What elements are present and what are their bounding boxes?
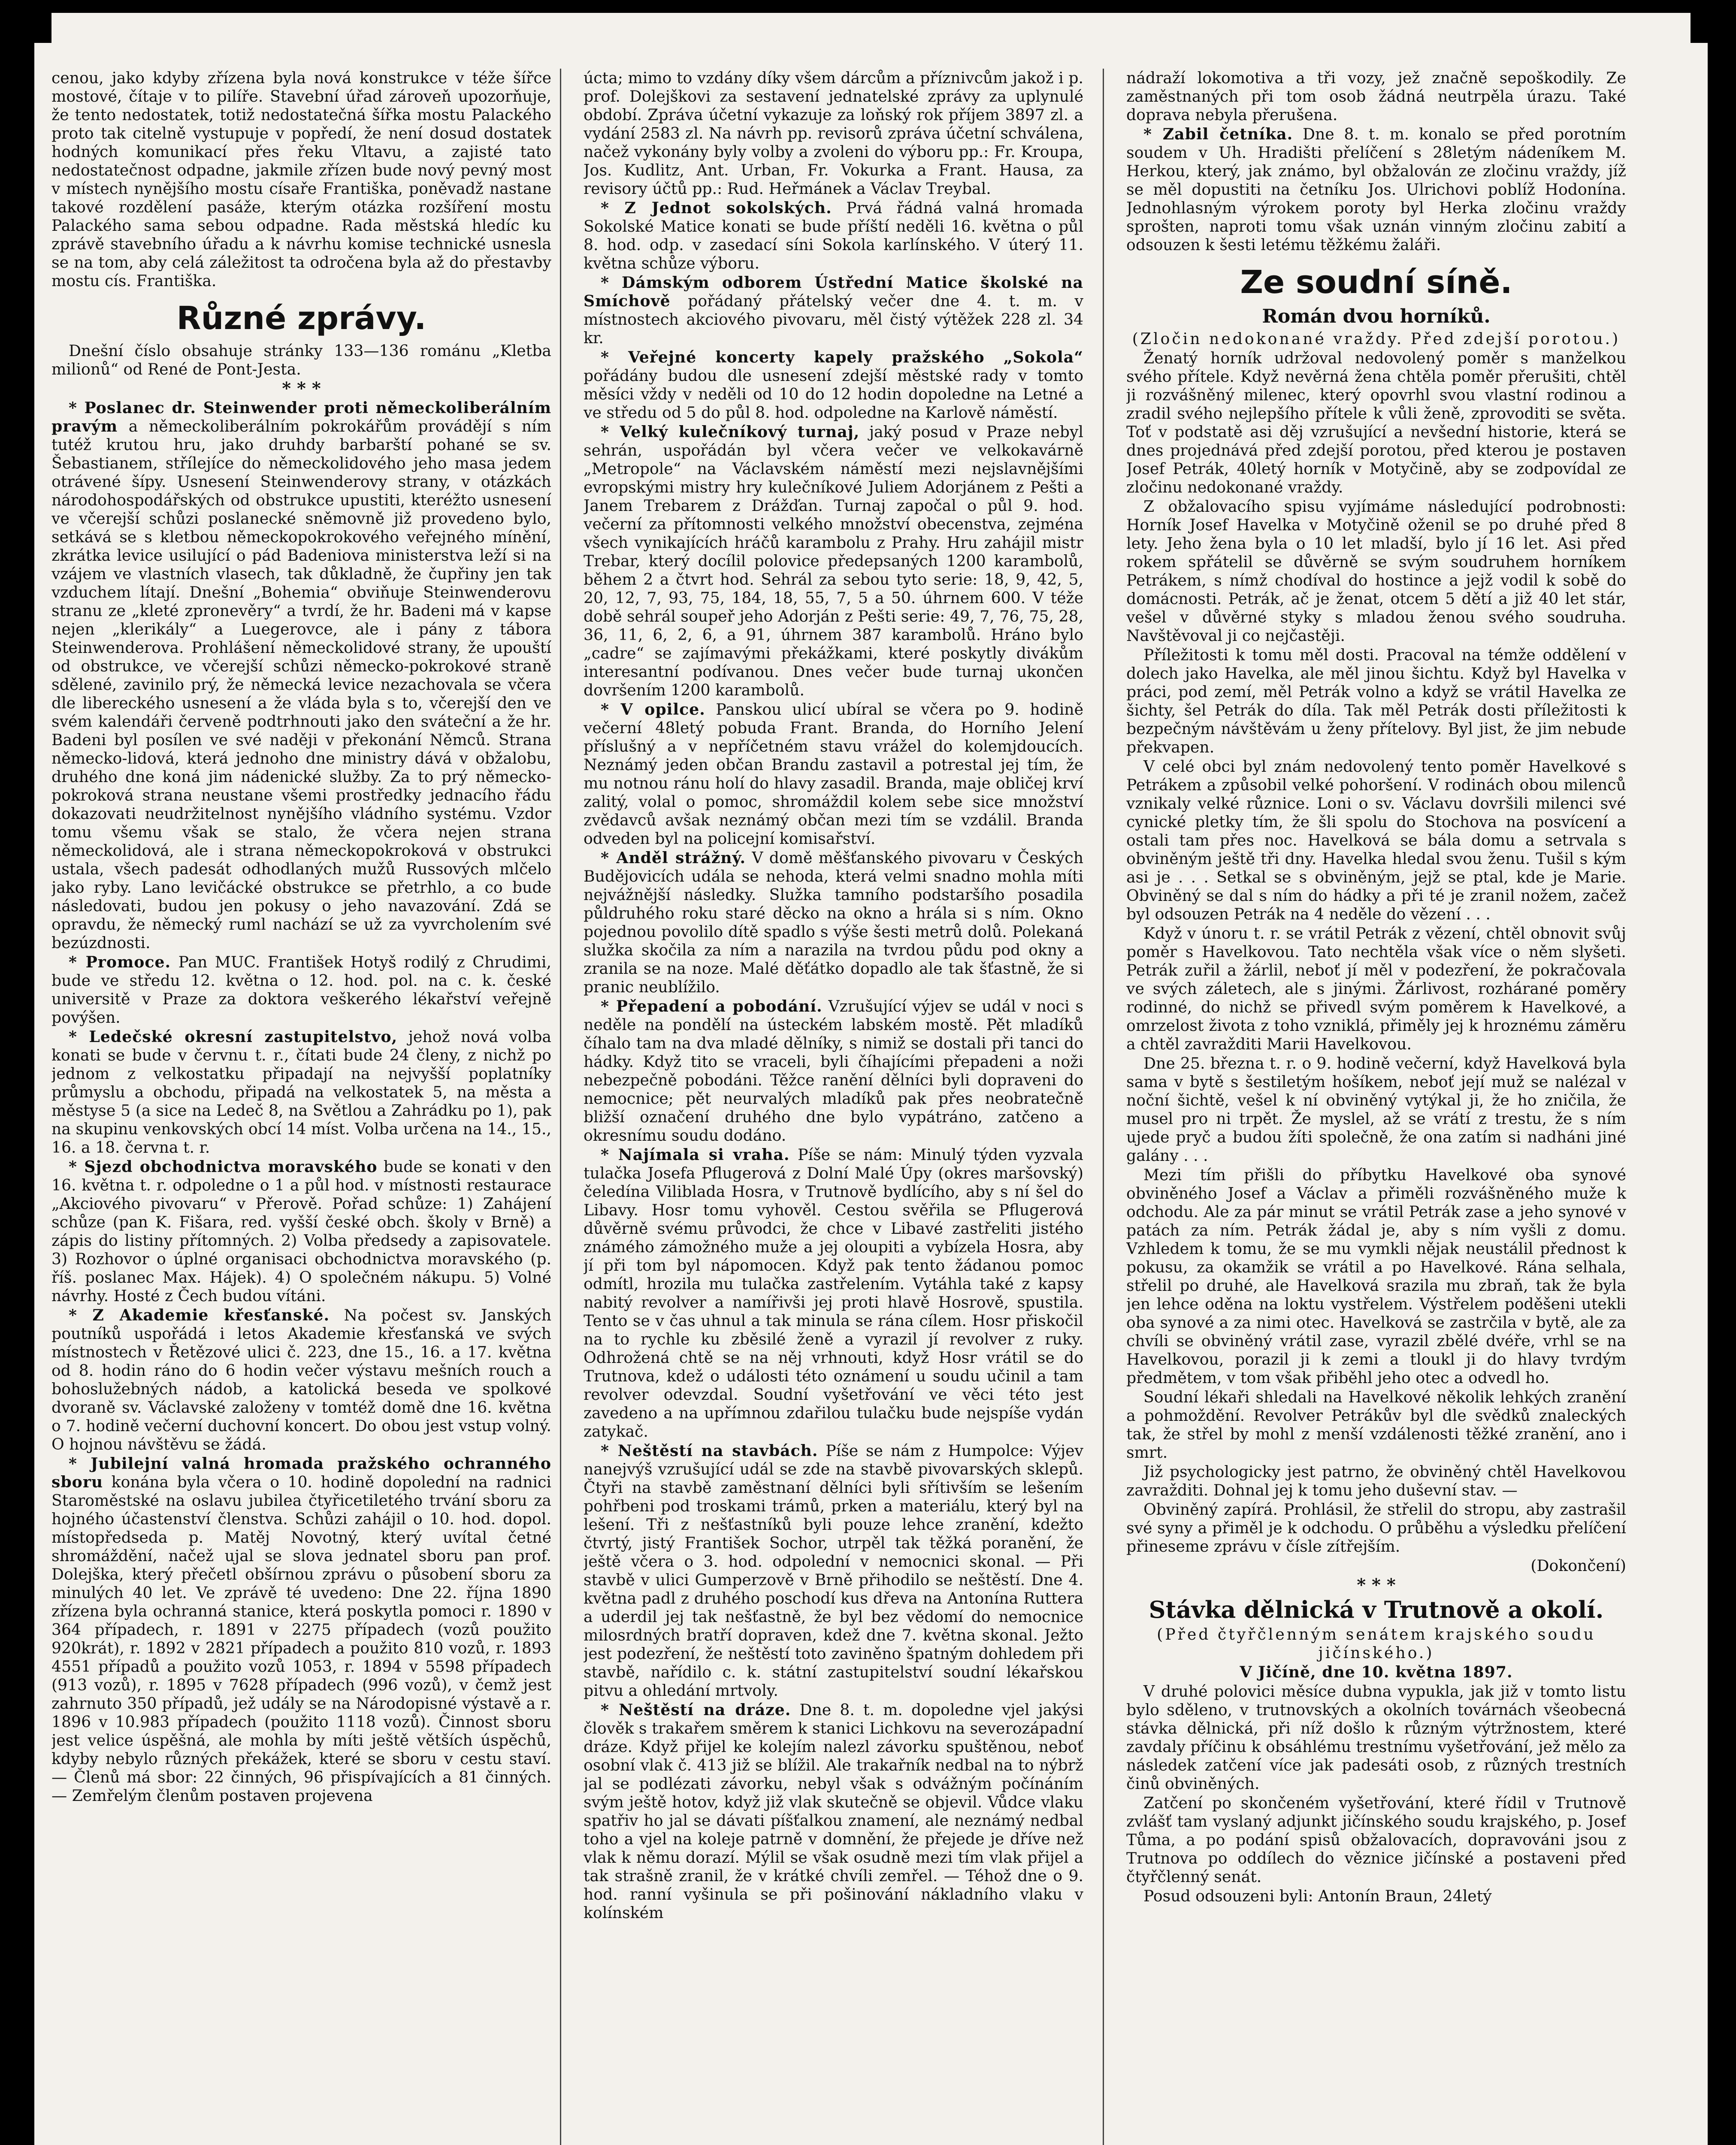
paragraph: Posud odsouzeni byli: Antonín Braun, 24letý [1143,1887,1492,1905]
article-continuation: úcta; mimo to vzdány díky všem dárcům a příznivcům jakož i p. prof. Dolejškovi za sestavení jednatelské zprávy za uplynulé období. Zpráva účetní vykazuje za loňský rok příjem 3897 zl. a vydání 2583 zl. Na návrh pp. revisorů zpráva účetní schválena, načež vykonány byly volby a zvoleni do výboru pp.: Fr. Kroupa, Jos. Kudlitz, Ant. Urban, Fr. Vokurka a Frant. Hausa, za revisory účtů pp.: Rud. Heřmánek a Václav Treybal. [584,69,1083,198]
paragraph: Soudní lékaři shledali na Havelkové několik lehkých zranění a pohmoždění. Revolver Petrákův byl dle svědků znaleckých tak, že střel by mohl z menší vzdálenosti těžké zranění, ano i smrt. [1126,1388,1626,1462]
news-item [584,273,1083,347]
strike-article-body [1126,1682,1626,1905]
news-item [51,953,551,1027]
news-text: jehož nová volba konati se bude v červnu t. r., čítati bude 24 členy, z nichž po jednom z velkostatku připadají na nejvyšší poplatníky průmyslu a obchodu, připadá na velkostatek 5, na města a městyse 5 (a sice na Ledeč 8, na Světlou a Zahrádku po 1), pak na skupinu venkovských obcí 14 míst. Volba určena na 14., 15., 16. a 18. června t. r. [51,1027,551,1157]
news-text: pořádaný přátelský večer dne 4. t. m. v místnostech akciového pivovaru, měl čistý výtěžek 228 zl. 34 kr. [584,292,1083,347]
corner-mark-right [1691,13,1708,43]
news-heading: * Poslanec dr. Steinwender proti německoliberálním pravým [51,399,551,435]
article-continuation: nádraží lokomotiva a tři vozy, jež značně sepoškodily. Ze zaměstnaných při tom osob žádná neutrpěla úrazu. Také doprava nebyla přerušena. [1126,69,1626,124]
news-heading: * Dámským odborem Ústřední Matice školské na Smíchově [584,273,1083,310]
news-heading: * Anděl strážný. [601,849,746,867]
court-article-note: (Zločin nedokonané vraždy. Před zdejší porotou.) [1132,329,1621,348]
column-left [51,69,551,2145]
court-article-title: Román dvou horníků. [1262,305,1491,327]
news-heading: * Velký kulečníkový turnaj, [601,423,860,441]
corner-mark-left [34,13,51,43]
news-text: Panskou ulicí ubíral se včera po 9. hodině večerní 48letý pobuda Frant. Branda, do Horního Jelení příslušný a v nepříčetném stavu vrážel do kolemjdoucích. Neznámý jeden občan Brandu zastavil a potrestal jej tím, že mu notnou ránu holí do hlavy zasadil. Branda, maje obličej krví zalitý, volal o pomoc, shromáždil kolem sebe sice množství zvědavců avšak neznámý občan mezi tím se vzdálil. Branda odveden byl na policejní komisařství. [584,700,1083,848]
news-text: Píše se nám z Humpolce: Výjev nanejvýš vzrušující udál se zde na stavbě pivovarských sklepů. Čtyři na stavbě zaměstnaní dělníci byli sřítivším se lešením pohřbeni pod troskami trámů, prken a materiálu, který byl na lešení. Tři z nešťastníků byli pouze lehce zranění, kdežto čtvrtý, jistý František Sochor, utrpěl tak těžká poranění, že ještě včera o 3. hod. odpolední v nemocnici skonal. — Při stavbě v ulici Gumperzově v Brně přihodilo se neštěstí. Dne 4. května padl z druhého poschodí kus dřeva na Antonína Ruttera a uderdil jej tak nešťastně, že byl bez vědomí do nemocnice milosrdných bratří dopraven, kdež dne 7. května skonal. Ježto jest podezření, že neštěstí toto zaviněno špatným dohledem při stavbě, nařídilo c. k. státní zastupitelství soudní lékařskou pitvu a ohledání mrtvoly. [584,1441,1083,1700]
news-item [584,700,1083,848]
news-text: a německoliberálním pokrokářům provádějí s ním tutéž krutou hru, jako druhdy barbarští pohané se sv. Šebastianem, střílejíce do německolidového jeho masa jedem otrávené šípy. Usnesení Steinwenderovy strany, v otázkách národohospodářských od obstrukce upustiti, kteréžto usnesení ve včerejší schůzi poslanecké sněmovně již provedeno bylo, setkává se s kletbou německopokrokového veřejného mínění, zkrátka levice usilující o pád Badeniova ministerstva leží si na vzájem ve vlastních vlasech, tak důkladně, že čupřiny jen tak vzduchem lítají. Dnešní „Bohemia“ obviňuje Steinwenderovu stranu ze „kleté zpronevěry“ a tvrdí, že hr. Badeni má v kapse nejen „klerikály“ a Luegerovce, ale i pány z tábora Steinwenderova. Prohlášení německolidové strany, že upouští od obstrukce, ve včerejší schůzi německo-pokrokové straně sdělené, zavinilo prý, že německá levice nezachovala se včera dle libereckého usnesení a že vláda byla s to, včerejší den ve svém kalendáři červeně podtrhnouti jako den sváteční a že hr. Badeni byl posílen ve své naději v překonání Němců. Strana německo-lidová, která jednoho dne ministry dává v obžalobu, druhého dne koná jim nádenické služby. Za to prý německo-pokroková strana neustane všemi prostředky jednacího řádu dokazovati neudržitelnost nynějšího vládního systému. Vzdor tomu všemu však se stalo, že včera nejen strana německolidová, ale i strana německopokroková v obstrukci ustala, všech padesát odhodlaných mužů Russových mlčelo jako ryby. Lano levičácké obstrukce se přetrhlo, a co bude následovati, budou jen pokusy o jeho navazování. Zdá se opravdu, že německý ruml nachází se už za vyvrcholením své bezúzdnosti. [51,417,551,952]
news-heading: * Najímala si vraha. [601,1145,790,1164]
news-heading: * Promoce. [69,953,171,971]
separator-stars: * * * [282,378,321,399]
paragraph: Dne 25. března t. r. o 9. hodině večerní, když Havelková byla sama v bytě s šestiletým hošíkem, neboť její muž se nalézal v noční šichtě, vešel k ní obviněný vytýkal ji, že ho zničila, že musel pro ni trpět. Že myslel, až se vrátí z trestu, že s ním ujede pryč a budou žíti společně, že ona zatím si nadháni jiné galány . . . [1126,1054,1626,1165]
news-heading: * Z Akademie křesťanské. [69,1306,330,1324]
news-item [51,1454,551,1805]
news-heading: * Zabil četníka. [1143,125,1293,143]
news-heading: * Neštěstí na stavbách. [601,1441,818,1460]
news-item [51,1027,551,1157]
news-item [51,1157,551,1305]
section-title: Různé zprávy. [176,300,426,337]
news-item [584,1701,1083,1922]
news-item [584,423,1083,699]
news-text: Na počest sv. Janských poutníků uspořádá i letos Akademie křesťanská ve svých místnostech v Řetězové ulici č. 223, dne 15., 16. a 17. května od 8. hodin ráno do 6 hodin večer výstavu mešních rouch a bohoslužebných nádob, a katolická beseda ve spolkové dvoraně sv. Václavské založeny v tomtéž domě dne 16. května o 7. hodině večerní duchovní koncert. Do obou jest vstup volný. O hojnou návštěvu se žádá. [51,1306,551,1453]
paragraph: Z obžalovacího spisu vyjímáme následující podrobnosti: Horník Josef Havelka v Motyčině oženil se po druhé před 8 lety. Jeho žena byla o 10 let mladší, bylo jí 16 let. Asi před rokem spřátelil se důvěrně se svým soudruhem horníkem Petrákem, s nímž chodíval do hostince a jejž vodil k sobě do domácnosti. Petrák, ač je ženat, otcem 5 dětí a již 40 let stár, vešel v důvěrné styky s mladou ženou svého soudruha. Navštěvoval ji co nejčastěji. [1126,497,1626,645]
strike-dateline: V Jičíně, dne 10. května 1897. [1240,1663,1513,1681]
news-text: V domě měšťanského pivovaru v Českých Budějovicích udála se nehoda, která velmi snadno mohla míti nejvážnější následky. Služka tamního podstaršího posadila půldruhého roku staré děcko na okno a hrála si s ním. Okno pojednou povolilo dítě spadlo s výše šesti metrů dolů. Polekaná služka skočila za ním a narazila na tvrdou půdu pod okny a zranila se na noze. Malé děťátko dopadlo ale tak šťastně, že si pranic neublížilo. [584,849,1083,996]
article-continuation: cenou, jako kdyby zřízena byla nová konstrukce v téže šířce mostové, čítaje v to pilíře. Stavební úřad zároveň upozorňuje, že tento nedostatek, totiž nedostatečná šířka mostu Palackého proto tak citelně vystupuje v popředí, že není dosud dostatek hodných komunikací přes řeku Vltavu, a zajisté tato nedostatečnost odpadne, jakmile zřízen bude nový pevný most v místech nynějšího mostu císaře Františka, poněvadž nastane takové rozdělení pasáže, kterým otázka rozšíření mostu Palackého sama sebou odpadne. Rada městská hledíc ku zprávě stavebního úřadu a k návrhu komise technické usnesla se na tom, aby celá záležitost ta odročena byla až do přestavby mostu cís. Františka. [51,69,551,290]
news-heading: * Ledečské okresní zastupitelstvo, [69,1027,398,1046]
news-heading: * V opilce. [601,700,705,719]
paragraph: Obviněný zapírá. Prohlásil, že střelil do stropu, aby zastrašil své syny a přiměl je k odchodu. O průběhu a výsledku přelíčení přineseme zprávu v čísle zítřejším. [1126,1500,1626,1556]
news-item [584,849,1083,996]
news-heading: * Veřejné koncerty kapely pražského „Sokola“ [601,348,1083,366]
paragraph: V druhé polovici měsíce dubna vypukla, jak již v tomto listu bylo sděleno, v trutnovských a okolních továrnách všeobecná stávka dělnická, při níž došlo k různým výtržnostem, které zavdaly příčinu k obsáhlému trestnímu vyšetřování, jež mělo za následek zatčení více jak padesáti osob, z různých trestních činů obviněných. [1126,1682,1626,1793]
news-item [584,997,1083,1145]
paragraph: Ženatý horník udržoval nedovolený poměr s manželkou svého přítele. Když nevěrná žena chtěla poměr přerušiti, chtěl ji rozvášněný milenec, který opovrhl svou vlastní rodinou a zradil svého nejlepšího přítele k vůli ženě, zprovoditi se světa. Toť v podstatě asi děj vzrušující a nevšední historie, která se dnes projednává před zdejší porotou, před kterou je postaven Josef Petrák, 40letý horník v Motyčině, aby se zodpovídal ze zločinu nedokonané vraždy. [1126,349,1626,496]
court-article-body [1126,349,1626,1556]
strike-article-note: (Před čtyřčlenným senátem krajského soudu jičínského.) [1157,1625,1596,1662]
news-item [584,1145,1083,1441]
news-text: Prvá řádná valná hromada Sokolské Matice konati se bude příští neděli 16. května o půl 8. hod. odp. v zasedací síni Sokola karlínského. V úterý 11. května schůze výboru. [584,199,1083,272]
column-middle [584,69,1083,2145]
news-item [584,348,1083,422]
news-item [584,1441,1083,1700]
news-text: Dne 8. t. m. dopoledne vjel jakýsi člověk s trakařem směrem k stanici Lichkovu na severozápadní dráze. Když přijel ke kolejím nalezl závorku spuštěnou, neboť osobní vlak č. 413 již se blížil. Ale trakařník nedbal na to nýbrž jal se podlézati závorku, nebyl však s odvážným počínáním svým ještě hotov, když již vlak skutečně se objevil. Vůdce vlaku spatřiv ho jal se dávati píšťalkou znamení, ale neznámý nedbal toho a vjel na koleje patrně v domnění, že přejede je dříve než vlak k němu dorazí. Mýlil se však osudně mezi tím vlak přijel a tak strašně zranil, že v krátké chvíli zemřel. — Téhož dne o 9. hod. ranní vyšinula se při pošinování nákladního vlaku v kolínském [584,1701,1083,1922]
court-article-end: (Dokončení) [1530,1556,1626,1575]
news-heading: * Neštěstí na dráze. [601,1701,791,1719]
news-item [51,399,551,952]
news-text: jaký posud v Praze nebyl sehrán, uspořádán byl včera večer ve velkokavárně „Metropole“ na Václavském náměstí mezi nejslavnějšími evropskými mistry hry kulečníkové Juliem Adorjánem z Pešti a Janem Trebarem z Drážďan. Turnaj započal o půl 9. hod. večerní za přítomnosti velkého množství obecenstva, zejména všech vynikajících hráčů karambolu z Prahy. Hru zahájil mistr Trebar, který docílil polovice předepsaných 1200 karambolů, během 2 a čtvrt hod. Sehrál za sebou tyto serie: 18, 9, 42, 5, 20, 12, 7, 93, 75, 184, 18, 55, 7, 5 a 50. úhrnem 600. V téže době sehrál soupeř jeho Adorján z Pešti serie: 49, 7, 76, 75, 28, 36, 11, 6, 2, 6, a 91, úhrnem 387 karambolů. Hráno bylo „cadre“ se zajímavými překážkami, které poskytly divákům interesantní podívanou. Dnes večer bude turnaj ukončen dovršením 1200 karambolů. [584,423,1083,699]
news-text: Pan MUC. František Hotyš rodilý z Chrudimi, bude ve středu 12. května o 12. hod. pol. na c. k. české universitě v Praze za doktora veškerého lékařství veřejně povýšen. [51,953,551,1027]
paragraph: Zatčení po skončeném vyšetřování, které řídil v Trutnově zvlášť tam vyslaný adjunkt jičínského soudu krajského, p. Josef Tůma, a po podání spisů obžalovacích, dopravováni jsou z Trutnova po oddílech do věznice jičínské a postaveni před čtyřčlenný senát. [1126,1794,1626,1886]
news-text: bude se konati v den 16. května t. r. odpoledne o 1 a půl hod. v místnosti restaurace „Akciového pivovaru“ v Přerově. Pořad schůze: 1) Zahájení schůze (pan K. Fišara, red. vyšší české obch. školy v Brně) a zápis do listiny přítomných. 2) Volba předsedy a zapisovatele. 3) Rozhovor o úplné organisaci obchodnictva moravského (p. říš. poslanec Max. Hájek). 4) O společném nákupu. 5) Volné návrhy. Hosté z Čech budou vítáni. [51,1157,551,1305]
separator-stars: * * * [1357,1575,1396,1595]
paragraph: Když v únoru t. r. se vrátil Petrák z vězení, chtěl obnovit svůj poměr s Havelkovou. Tato nechtěla však více o něm slyšeti. Petrák zuřil a žárlil, neboť jí měl v podezření, že pokračovala ve svých záletech, ale s jinými. Žárlivost, rozhárané poměry rodinné, do nichž se přivedl svým poměrem k Havelkové, a omrzelost života z toho vzniklá, přiměly jej k hroznému záměru a chtěl zavražditi Marii Havelkovou. [1126,924,1626,1053]
news-text: Vzrušující výjev se udál v noci s neděle na pondělí na ústeckém labském mostě. Pět mladíků číhalo tam na dva mladé dělníky, s nimiž se dostali při tanci do hádky. Když tito se vraceli, byli číhajícími přepadeni a noži nebezpečně pobodáni. Těžce ranění dělníci byli dopraveni do nemocnice; pět neurvalých mladíků pak přes neobratečně bližší označení druhého dne bylo vypátráno, zatčeno a okresnímu soudu dodáno. [584,997,1083,1145]
news-text: Dne 8. t. m. konalo se před porotním soudem v Uh. Hradišti přelíčení s 28letým nádeníkem M. Herkou, který, jak známo, byl obžalován ze zločinu vraždy, jíž se měl dopustiti na četníku Jos. Ulrichovi poblíž Hodonína. Jednohlasným výrokem poroty byl Herka zločinu vraždy sprošten, naproti tomu však uznán vinným zločinu zabití a odsouzen k šesti letému těžkému žaláři. [1126,125,1626,254]
paragraph: Mezi tím přišli do příbytku Havelkové oba synové obviněného Josef a Václav a přiměli rozvášněného muže k odchodu. Ale za pár minut se vrátil Petrák zase a jeho synové v patách za ním. Petrák žádal je, aby s ním vyšli z domu. Vzhledem k tomu, že se mu vymkli nějak neustálil přednost k pokusu, za okamžik se vrátil a po Havelkové. Rána selhala, střelil po druhé, ale Havelková srazila mu zbraň, tak že byla jen lehce oděna na loktu vystřelem. Výstřelem poděšeni utekli oba synové a za nimi otec. Havelková se zastrčila v bytě, ale za chvíli se obviněný vrátil zase, vyrazil zbělé dvéře, vrhl se na Havelkovou, porazil ji k zemi a tloukl ji do hlavy tvrdým předmětem, v tom však přiběhl jeho otec a odvedl ho. [1126,1166,1626,1387]
news-heading: * Sjezd obchodnictva moravského [69,1157,378,1176]
paragraph: V celé obci byl znám nedovolený tento poměr Havelkové s Petrákem a způsobil velké pohoršení. V rodinách obou milenců vznikaly velké různice. Loni o sv. Václavu dovršili milenci své cynické pletky tím, že šli spolu do Stochova na posvícení a ostali tam přes noc. Havelková se bála domu a setrvala s obviněným ještě tři dny. Havelka hledal svou ženu. Tušil s kým asi je . . . Setkal se s obviněným, jejž se ptal, kde je Marie. Obviněný se dal s ním do hádky a při té je zranil nožem, začež byl odsouzen Petrák na 4 neděle do vězení . . . [1126,757,1626,923]
strike-article-title: Stávka dělnická v Trutnově a okolí. [1149,1596,1604,1623]
column-rule [560,69,561,2145]
paragraph: Příležitosti k tomu měl dosti. Pracoval na témže oddělení v dolech jako Havelka, ale měl jinou šichtu. Když byl Havelka v práci, pod zemí, měl Petrák volno a když se vrátil Havelka ze šichty, šel Petrák do díla. Tak měl Petrák dosti příležitosti k bezpečným návštěvám u ženy přítelovy. Byl jist, že jim nebude překvapen. [1126,646,1626,756]
issue-note: Dnešní číslo obsahuje stránky 133—136 románu „Kletba milionů“ od René de Pont-Jesta. [51,341,551,378]
news-item [584,199,1083,272]
column-right [1126,69,1626,2145]
news-item [51,1306,551,1453]
court-section-title: Ze soudní síně. [1240,264,1512,301]
news-list [51,399,551,1805]
news-heading: * Jubilejní valná hromada pražského ochranného sboru [51,1454,551,1491]
paragraph: Již psychologicky jest patrno, že obviněný chtěl Havelkovou zavražditi. Dohnal jej k tomu jeho duševní stav. — [1126,1462,1626,1499]
news-list [1126,125,1626,254]
column-rule [1103,69,1104,2145]
news-heading: * Z Jednot sokolských. [601,199,832,217]
news-heading: * Přepadení a pobodání. [601,997,823,1015]
news-text: Píše se nám: Minulý týden vyzvala tulačka Josefa Pflugerová z Dolní Malé Úpy (okres maršovský) čeledína Viliblada Hosra, v Trutnově bydlícího, aby s ní šel do Libavy. Hosr tomu vyhověl. Cestou svěřila se Pflugerová důvěrně svému průvodci, že chce v Libavé zastřeliti jistého známého zámožného muže a jej oloupiti a vybízela Hosra, aby jí při tom byl nápomocen. Když pak tento žádanou pomoc odmítl, hrozila mu tulačka zastřelením. Vytáhla také z kapsy nabitý revolver a namířivši jej proti hlavě Hosrově, spustila. Tento se v čas uhnul a tak minula se rána cílem. Hosr přiskočil na to rychle ku zběsilé ženě a vyrazil jí revolver z ruky. Odhrožená chtě se na něj vrhnouti, když Hosr vrátil se do Trutnova, kdež o události této oznámení u soudu učinil a tam revolver odevzdal. Soudní vyšetřování ve věci této jest zavedeno a na upřímnou zdařilou tulačku bude nejspíše vydán zatykač. [584,1145,1083,1441]
news-item [1126,125,1626,254]
news-text: konána byla včera o 10. hodině dopolední na radnici Staroměstské na oslavu jubilea čtyřicetiletého trvání sboru za hojného účastenství členstva. Schůzi zahájil o 10. hod. dopol. místopředseda p. Matěj Novotný, který uvítal četné shromáždění, načež ujal se slova jednatel sboru pan prof. Dolejška, který přečetl obšírnou zprávu o působení sboru za minulých 40 let. Ve zprávě té uvedeno: Dne 22. října 1890 zřízena byla ochranná stanice, která poskytla pomoci r. 1890 v 364 případech, r. 1891 v 2275 případech (vozů použito 920krát), r. 1892 v 2821 případech a použito 810 vozů, r. 1893 4551 případů a použito vozů 1053, r. 1894 v 5598 případech (913 vozů), r. 1895 v 7628 případech (996 vozů), v čemž jest zahrnuto 350 případů, jež udály se na Národopisné výstavě a r. 1896 v 10.983 případech (použito 1118 vozů). Činnost sboru jest velice úspěšná, ale mohla by míti ještě větších úspěchů, kdyby nebylo různých překážek, které se sboru v cestu staví. — Členů má sbor: 22 činných, 96 přispívajících a 81 činných. — Zemřelým členům postaven projevena [51,1473,551,1805]
news-list [584,199,1083,1922]
news-text: pořádány budou dle usnesení zdejší městské rady v tomto měsíci vždy v neděli od 10 do 12 hodin dopoledne na Letné a ve středu od 5 do půl 8. hod. odpoledne na Karlově náměstí. [584,366,1083,422]
newspaper-page [34,13,1708,2145]
